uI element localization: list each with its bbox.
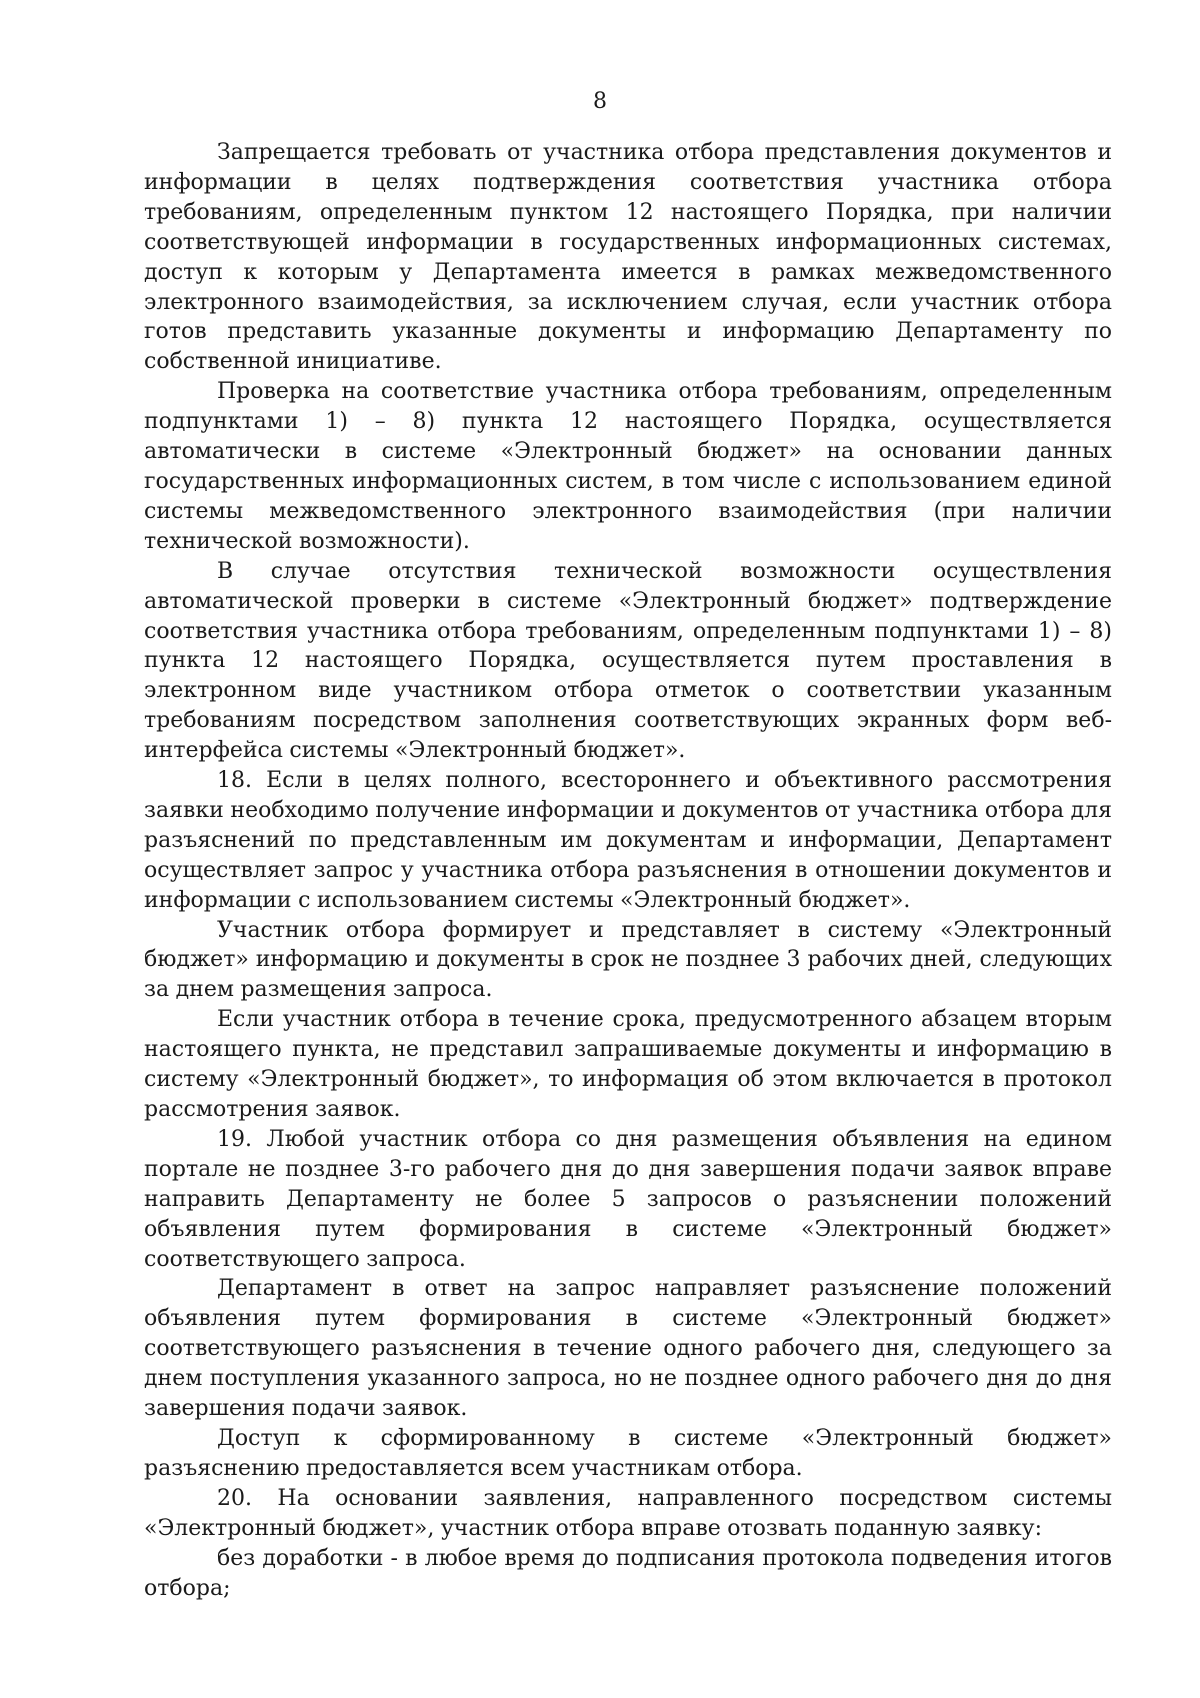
paragraph-7: 19. Любой участник отбора со дня размещения объявления на едином портале не позднее 3-го рабочего дня до дня завершения подачи заявок вправе направить Департаменту не более 5 запросов о разъяснении положений объявления путем формирования в системе «Электронный бюджет» соответствующего запроса. (144, 1126, 1112, 1272)
paragraph-8: Департамент в ответ на запрос направляет разъяснение положений объявления путем формирования в системе «Электронный бюджет» соответствующего разъяснения в течение одного рабочего дня, следующего за днем поступления указанного запроса, но не позднее одного рабочего дня до дня завершения подачи заявок. (144, 1276, 1112, 1422)
paragraph-10: 20. На основании заявления, направленного посредством системы «Электронный бюджет», участник отбора вправе отозвать поданную заявку: (144, 1485, 1112, 1541)
paragraph-9: Доступ к сформированному в системе «Электронный бюджет» разъяснению предоставляется всем участникам отбора. (144, 1425, 1112, 1481)
paragraph-2: Проверка на соответствие участника отбора требованиям, определенным подпунктами 1) – 8) пункта 12 настоящего Порядка, осуществляется автоматически в системе «Электронный бюджет» на основании данных государственных информационных систем, в том числе с использованием единой системы межведомственного электронного взаимодействия (при наличии технической возможности). (144, 379, 1112, 554)
paragraph-6: Если участник отбора в течение срока, предусмотренного абзацем вторым настоящего пункта, не представил запрашиваемые документы и информацию в систему «Электронный бюджет», то информация об этом включается в протокол рассмотрения заявок. (144, 1007, 1112, 1122)
paragraph-5: Участник отбора формирует и представляет в систему «Электронный бюджет» информацию и документы в срок не позднее 3 рабочих дней, следующих за днем размещения запроса. (144, 917, 1112, 1003)
paragraph-4: 18. Если в целях полного, всестороннего и объективного рассмотрения заявки необходимо получение информации и документов от участника отбора для разъяснений по представленным им документам и информации, Департамент осуществляет запрос у участника отбора разъяснения в отношении документов и информации с использованием системы «Электронный бюджет». (144, 768, 1112, 913)
page-number: 8 (593, 89, 607, 114)
document-body (144, 138, 1112, 1603)
paragraph-1: Запрещается требовать от участника отбора представления документов и информации в целях подтверждения соответствия участника отбора требованиям, определенным пунктом 12 настоящего Порядка, при наличии соответствующей информации в государственных информационных системах, доступ к которым у Департамента имеется в рамках межведомственного электронного взаимодействия, за исключением случая, если участник отбора готов представить указанные документы и информацию Департаменту по собственной инициативе. (144, 140, 1112, 375)
paragraph-11: без доработки - в любое время до подписания протокола подведения итогов отбора; (144, 1545, 1112, 1601)
paragraph-3: В случае отсутствия технической возможности осуществления автоматической проверки в системе «Электронный бюджет» подтверждение соответствия участника отбора требованиям, определенным подпунктами 1) – 8) пункта 12 настоящего Порядка, осуществляется путем проставления в электронном виде участником отбора отметок о соответствии указанным требованиям посредством заполнения соответствующих экранных форм веб-интерфейса системы «Электронный бюджет». (144, 558, 1112, 764)
